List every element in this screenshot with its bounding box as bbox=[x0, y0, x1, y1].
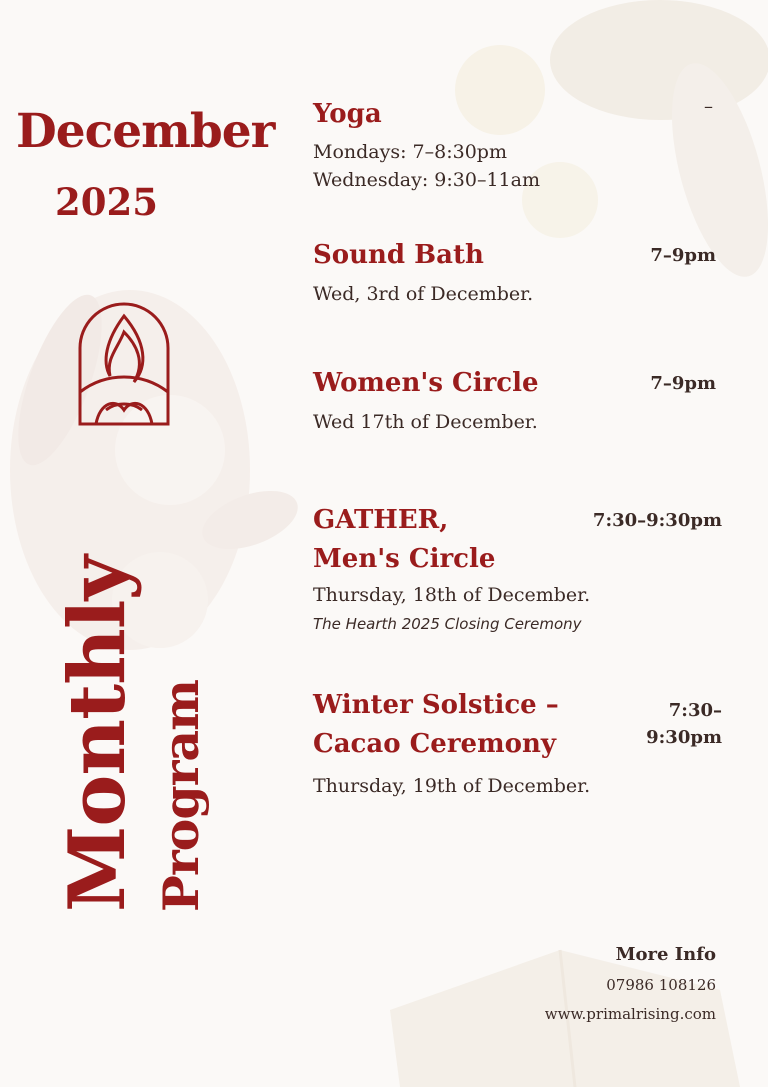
more-info-title: More Info bbox=[615, 944, 716, 965]
monthly-vertical-title: Monthly bbox=[52, 556, 143, 912]
event-detail: Wednesday: 9:30–11am bbox=[313, 169, 540, 191]
event-detail: Thursday, 19th of December. bbox=[313, 775, 591, 797]
event-title: Women's Circle bbox=[313, 368, 539, 398]
event-title: GATHER, bbox=[313, 505, 449, 535]
month-heading: December bbox=[16, 104, 275, 159]
event-time: 7:30–9:30pm bbox=[592, 510, 722, 531]
website-link[interactable]: www.primalrising.com bbox=[544, 1005, 716, 1023]
phone-number: 07986 108126 bbox=[606, 976, 716, 994]
event-detail: Mondays: 7–8:30pm bbox=[313, 141, 507, 163]
event-title: Sound Bath bbox=[313, 240, 484, 270]
year-heading: 2025 bbox=[55, 180, 158, 224]
event-time: 9:30pm bbox=[646, 727, 722, 748]
event-time: – bbox=[704, 96, 713, 117]
event-time: 7:30– bbox=[668, 700, 722, 721]
program-vertical-title: Program bbox=[152, 679, 210, 912]
event-note: The Hearth 2025 Closing Ceremony bbox=[313, 615, 582, 633]
event-title: Yoga bbox=[313, 99, 382, 129]
event-detail: Wed, 3rd of December. bbox=[313, 283, 534, 305]
event-time: 7–9pm bbox=[650, 245, 716, 266]
event-title: Winter Solstice – bbox=[313, 690, 559, 720]
flower-top bbox=[455, 45, 545, 135]
event-title: Men's Circle bbox=[313, 544, 496, 574]
event-title: Cacao Ceremony bbox=[313, 729, 556, 759]
event-detail: Thursday, 18th of December. bbox=[313, 584, 591, 606]
event-time: 7–9pm bbox=[650, 373, 716, 394]
event-detail: Wed 17th of December. bbox=[313, 411, 538, 433]
flame-arch-logo-icon bbox=[76, 302, 172, 426]
